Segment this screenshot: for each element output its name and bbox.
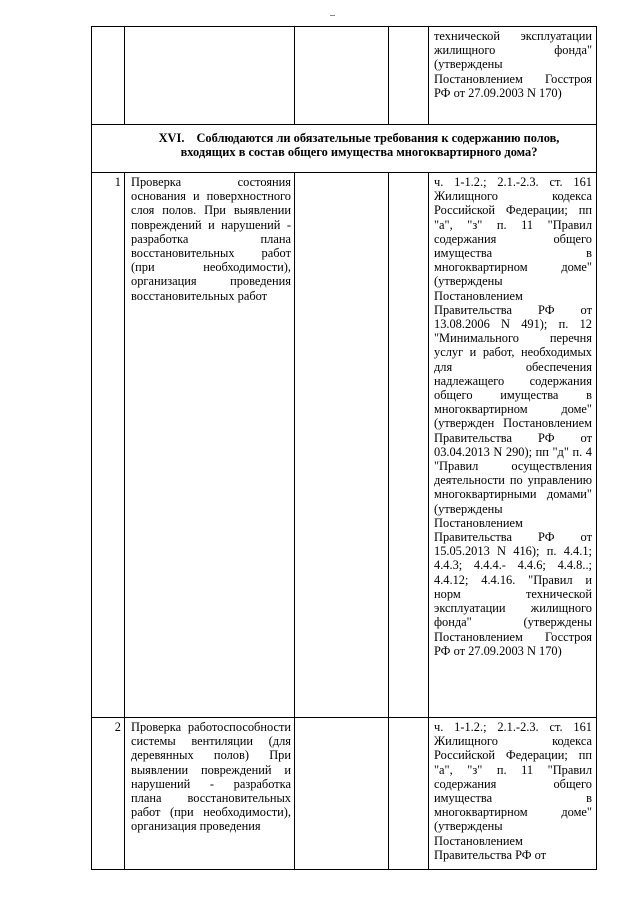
number-cell xyxy=(92,27,125,125)
reference-cell: технической эксплуатации жилищного фонда" (утверждены Постановлением Госстроя РФ от 27.09.2003 N 170) xyxy=(429,27,597,125)
answer-cell xyxy=(295,173,389,718)
section-header xyxy=(92,125,597,173)
table-row xyxy=(92,27,597,125)
section-number: XVI. xyxy=(158,131,185,145)
reference-text: ч. 1-1.2.; 2.1.-2.3. ст. 161 Жилищного кодекса Российской Федерации; пп "а", "з" п. 11 "Правил содержания общего имущества в многоквартирном доме" (утверждены Постановлением Правительства РФ от xyxy=(429,718,597,870)
table-row xyxy=(92,718,597,870)
question-cell xyxy=(125,27,295,125)
section-header-row xyxy=(92,125,597,173)
note-cell xyxy=(389,718,429,870)
section-title: Соблюдаются ли обязательные требования к содержанию полов, входящих в состав общего имущества многоквартирного дома? xyxy=(180,131,560,160)
row-number: 1 xyxy=(92,173,125,718)
question-text: Проверка состояния основания и поверхностного слоя полов. При выявлении повреждений и нарушений - разработка плана восстановительных работ (при необходимости), организация проведения восстановительных работ xyxy=(125,173,295,718)
note-cell xyxy=(389,173,429,718)
requirements-table xyxy=(91,26,597,870)
answer-cell xyxy=(295,27,389,125)
answer-cell xyxy=(295,718,389,870)
reference-text: ч. 1-1.2.; 2.1.-2.3. ст. 161 Жилищного кодекса Российской Федерации; пп "а", "з" п. 11 "Правил содержания общего имущества в многоквартирном доме" (утверждены Постановлением Правительства РФ от 13.08.2006 N 491); п. 12 "Минимального перечня услуг и работ, необходимых для обеспечения надлежащего содержания общего имущества в многоквартирном доме" (утвержден Постановлением Правительства РФ от 03.04.2013 N 290); пп "д" п. 4 "Правил осуществления деятельности по управлению многоквартирными домами" (утверждены Постановлением Правительства РФ от 15.05.2013 N 416); п. 4.4.1; 4.4.3; 4.4.4.- 4.4.6; 4.4.8..; 4.4.12; 4.4.16. "Правил и норм технической эксплуатации жилищного фонда" (утверждены Постановлением Госстроя РФ от 27.09.2003 N 170) xyxy=(429,173,597,718)
table-row xyxy=(92,173,597,718)
question-text: Проверка работоспособности системы вентиляции (для деревянных полов) При выявлении повреждений и нарушений - разработка плана восстановительных работ (при необходимости), организация проведения xyxy=(125,718,295,870)
row-number: 2 xyxy=(92,718,125,870)
scan-mark xyxy=(330,15,335,16)
note-cell xyxy=(389,27,429,125)
